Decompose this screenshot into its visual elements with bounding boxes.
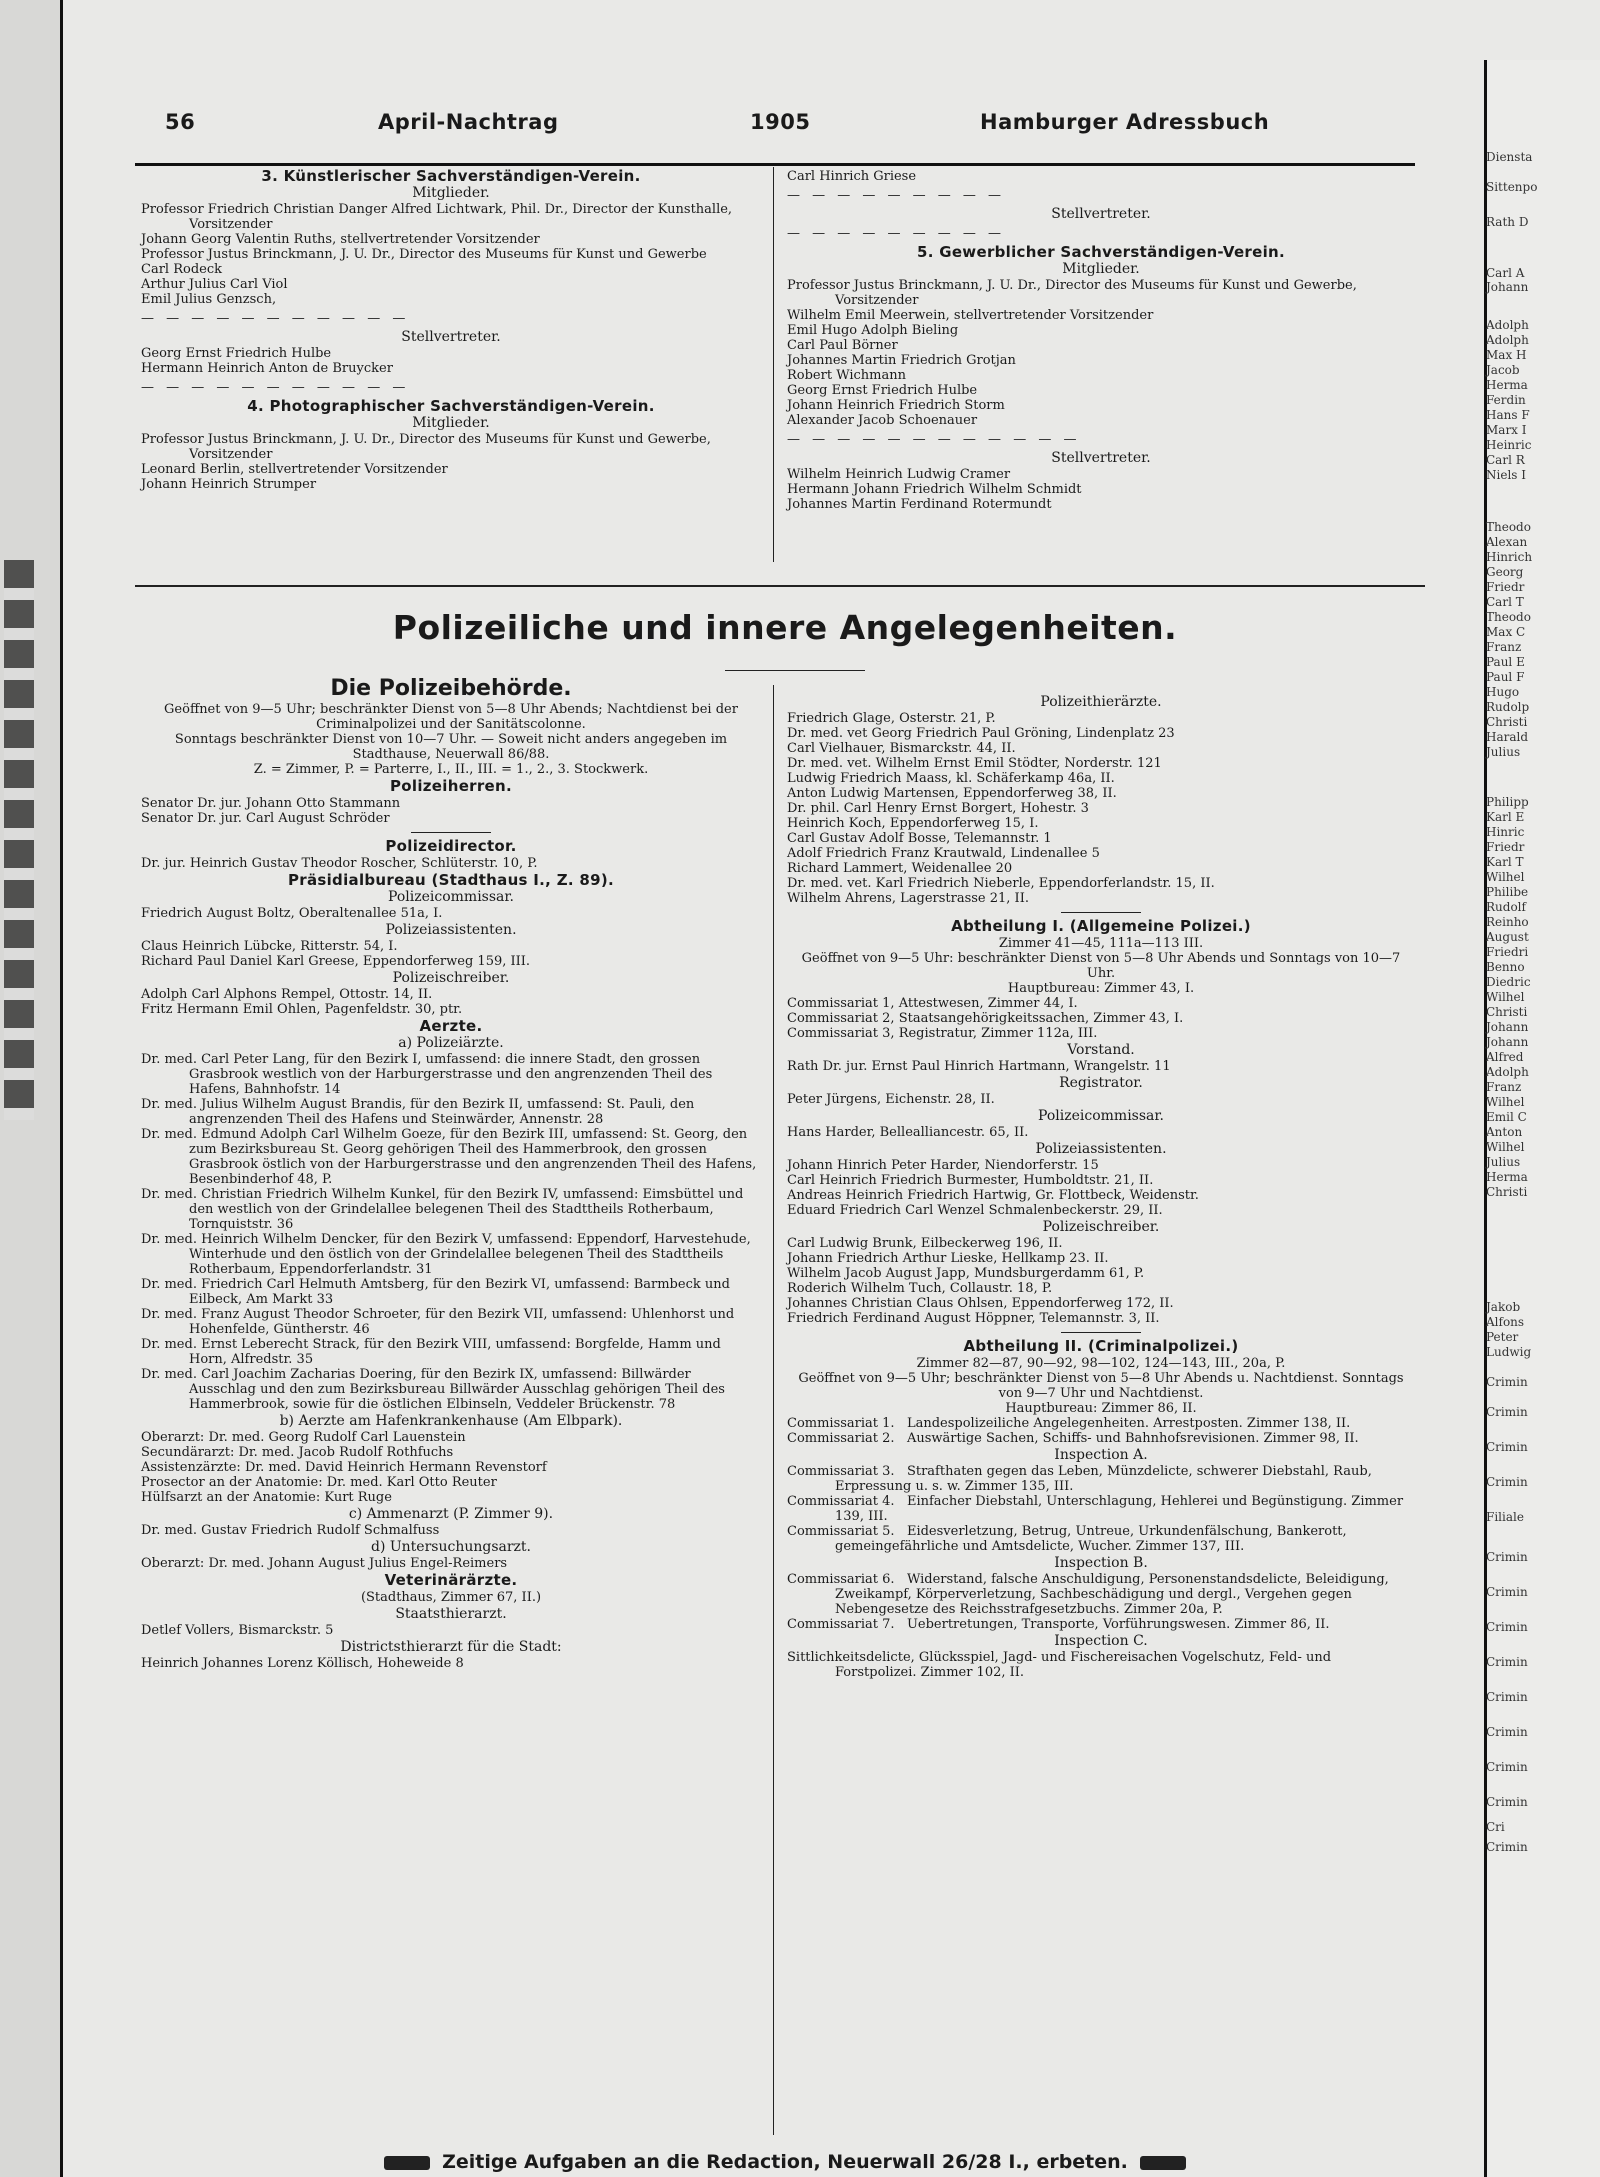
br-entry: Commissariat 6. Widerstand, falsche Anschuldigung, Personenstandsdelicte, Beleidigung, Zweikampf, Körperverletzung, Sachbeschädigung und dergl., Vergehen gegen Nebengesetze des Reichsstrafgesetzbuchs. Zimmer 20a, P. [787,1572,1393,1617]
top-right-column [787,169,1415,512]
br-entry: Rath Dr. jur. Ernst Paul Hinrich Hartmann, Wrangelstr. 11 [787,1059,1171,1074]
bl-note: Geöffnet von 9—5 Uhr; beschränkter Dienst von 5—8 Uhr Abends; Nachtdienst bei der Criminalpolizei und der Sanitätscolonne. [164,702,738,732]
right-margin-fragment: Christi [1486,1005,1528,1019]
br-note: Geöffnet von 9—5 Uhr; beschränkter Dienst von 5—8 Uhr Abends u. Nachtdienst. Sonntags von 9—7 Uhr und Nachtdienst. [798,1371,1404,1401]
br-entry: Commissariat 1. Landespolizeiliche Angelegenheiten. Arrestposten. Zimmer 138, II. [787,1416,1351,1431]
tr-entry: Johann Heinrich Friedrich Storm [787,398,1005,413]
br-entry: Friedrich Glage, Osterstr. 21, P. [787,711,996,726]
bl-entry: Senator Dr. jur. Carl August Schröder [141,811,390,826]
right-margin-fragment: Peter [1486,1330,1519,1344]
br-subheading: Registrator. [1059,1075,1143,1091]
br-subheading: Inspection B. [1054,1555,1148,1571]
right-margin-fragment: Georg [1486,565,1524,579]
right-margin-fragment: Heinric [1486,438,1532,452]
right-margin-fragment: Carl R [1486,453,1525,467]
tl-entry: Carl Rodeck [141,262,222,277]
bl-entry: Dr. med. Heinrich Wilhelm Dencker, für den Bezirk V, umfassend: Eppendorf, Harvestehude, Winterhude und den östlich von der Grindelallee belegenen Theil des Stadttheils Rotherbaum, Eppendorferlandstr. 31 [141,1232,755,1277]
right-margin-fragment: Paul F [1486,670,1525,684]
bl-entry: Dr. med. Gustav Friedrich Rudolf Schmalfuss [141,1523,440,1538]
bl-entry: Heinrich Johannes Lorenz Köllisch, Hoheweide 8 [141,1656,464,1671]
right-margin-fragment: Jacob [1486,363,1520,377]
right-margin-fragment: Crimin [1486,1375,1528,1389]
right-margin-fragment: Karl E [1486,810,1525,824]
tl-entry: Professor Justus Brinckmann, J. U. Dr., Director des Museums für Kunst und Gewerbe, Vorsitzender [141,432,715,462]
tr-subheading: Mitglieder. [1062,261,1140,277]
br-entry: Wilhelm Ahrens, Lagerstrasse 21, II. [787,891,1029,906]
right-margin-fragment: Niels I [1486,468,1526,482]
right-margin-fragment: Crimin [1486,1440,1528,1454]
right-margin-fragment: Alfred [1486,1050,1524,1064]
br-entry: Dr. med. vet Georg Friedrich Paul Gröning, Lindenplatz 23 [787,726,1175,741]
tr-subheading: Stellvertreter. [1051,206,1151,222]
bl-entry: Detlef Vollers, Bismarckstr. 5 [141,1623,334,1638]
bl-heading: Veterinärärzte. [384,1571,518,1589]
bl-note: Z. = Zimmer, P. = Parterre, I., II., III. = 1., 2., 3. Stockwerk. [253,762,649,777]
bl-subheading: b) Aerzte am Hafenkrankenhause (Am Elbpark). [279,1413,623,1429]
br-subheading: Polizeithierärzte. [1040,694,1162,710]
right-margin-fragment: Friedri [1486,945,1529,959]
page-number: 56 [165,110,196,134]
right-margin-fragment: Filiale [1486,1510,1524,1524]
br-entry: Eduard Friedrich Carl Wenzel Schmalenbeckerstr. 29, II. [787,1203,1163,1218]
right-margin-fragment: Max H [1486,348,1527,362]
right-margin-fragment: Crimin [1486,1620,1528,1634]
br-subheading: Inspection C. [1054,1633,1148,1649]
bl-subheading: a) Polizeiärzte. [398,1035,504,1051]
right-margin-fragment: Franz [1486,1080,1522,1094]
br-entry: Commissariat 4. Einfacher Diebstahl, Unterschlagung, Hehlerei und Begünstigung. Zimmer 139, III. [787,1494,1408,1524]
br-entry: Commissariat 2. Auswärtige Sachen, Schiffs- und Bahnhofsrevisionen. Zimmer 98, II. [787,1431,1359,1446]
bl-entry: Dr. med. Franz August Theodor Schroeter, für den Bezirk VII, umfassend: Uhlenhorst und Hohenfelde, Güntherstr. 46 [141,1307,739,1337]
bl-entry: Dr. med. Christian Friedrich Wilhelm Kunkel, für den Bezirk IV, umfassend: Eimsbüttel und den westlich von der Grindelallee belegenen Theil des Stadttheils Rotherbaum, Tornquiststr. 36 [141,1187,748,1232]
tr-entry: Johannes Martin Ferdinand Rotermundt [787,497,1052,512]
right-margin-fragment: Crimin [1486,1475,1528,1489]
bl-entry: Senator Dr. jur. Johann Otto Stammann [141,796,401,811]
br-subheading: Polizeiassistenten. [1035,1141,1167,1157]
right-margin-fragment: Adolph [1486,1065,1529,1079]
right-margin-fragment: Crimin [1486,1795,1528,1809]
right-margin-fragment: Philibe [1486,885,1529,899]
right-margin-fragment: Herma [1486,378,1528,392]
bl-entry: Hülfsarzt an der Anatomie: Kurt Ruge [141,1490,392,1505]
bl-entry: Dr. med. Julius Wilhelm August Brandis, für den Bezirk II, umfassend: St. Pauli, den angrenzenden Theil des Hafens und Steinwärder, Annenstr. 28 [141,1097,699,1127]
tl-entry: Johann Heinrich Strumper [141,477,317,492]
footer-notice [135,2151,1435,2173]
tr-heading: 5. Gewerblicher Sachverständigen-Verein. [916,243,1286,261]
br-entry: Dr. med. vet. Karl Friedrich Nieberle, Eppendorferlandstr. 15, II. [787,876,1215,891]
right-margin-fragment: Anton [1486,1125,1523,1139]
right-margin-fragment: Wilhel [1486,990,1525,1004]
tl-entry: Arthur Julius Carl Viol [141,277,288,292]
bl-entry: Friedrich August Boltz, Oberaltenallee 51a, I. [141,906,443,921]
br-note: Zimmer 41—45, 111a—113 III. [998,936,1204,951]
right-margin-fragment: Philipp [1486,795,1529,809]
right-margin-fragment: Emil C [1486,1110,1527,1124]
right-margin-fragment: Hugo [1486,685,1520,699]
bl-entry: Dr. med. Ernst Leberecht Strack, für den Bezirk VIII, umfassend: Borgfelde, Hamm und Horn, Alfredstr. 35 [141,1337,725,1367]
right-margin-fragment: Alfons [1486,1315,1525,1329]
right-margin-fragment: Johann [1486,1035,1529,1049]
br-entry: Wilhelm Jacob August Japp, Mundsburgerdamm 61, P. [787,1266,1145,1281]
right-margin-fragment: Karl T [1486,855,1524,869]
right-margin-fragment: Alexan [1486,535,1528,549]
running-header [135,107,1435,147]
right-margin-fragment: Adolph [1486,333,1529,347]
br-short-rule [1061,1332,1141,1333]
bl-heading: Aerzte. [419,1017,483,1035]
tr-entry: Hermann Johann Friedrich Wilhelm Schmidt [787,482,1082,497]
br-entry: Carl Ludwig Brunk, Eilbeckerweg 196, II. [787,1236,1063,1251]
right-margin-fragment: Jakob [1486,1300,1521,1314]
br-entry: Johann Hinrich Peter Harder, Niendorferstr. 15 [787,1158,1099,1173]
column-divider-bottom [773,685,774,2135]
br-entry: Commissariat 1, Attestwesen, Zimmer 44, I. [787,996,1078,1011]
tr-entry: Alexander Jacob Schoenauer [787,413,978,428]
br-entry: Andreas Heinrich Friedrich Hartwig, Gr. Flottbeck, Weidenstr. [787,1188,1199,1203]
br-entry: Richard Lammert, Weidenallee 20 [787,861,1013,876]
bl-entry: Dr. med. Friedrich Carl Helmuth Amtsberg, für den Bezirk VI, umfassend: Barmbeck und Eilbeck, Am Markt 33 [141,1277,735,1307]
br-entry: Carl Gustav Adolf Bosse, Telemannstr. 1 [787,831,1052,846]
pointing-hand-left-icon [384,2156,430,2170]
right-margin-fragment: Friedr [1486,840,1525,854]
scan-left-edge [0,0,63,2177]
br-heading: Abtheilung II. (Criminalpolizei.) [963,1337,1239,1355]
br-entry: Hans Harder, Bellealliancestr. 65, II. [787,1125,1029,1140]
right-margin-fragment: Theodo [1486,610,1531,624]
tl-heading: 3. Künstlerischer Sachverständigen-Verein. [261,167,641,185]
title-underline [725,670,865,671]
right-margin-fragment: Franz [1486,640,1522,654]
right-margin-fragment: Crimin [1486,1725,1528,1739]
right-margin-fragment: Hans F [1486,408,1530,422]
tl-entry: Hermann Heinrich Anton de Bruycker [141,361,393,376]
tl-entry: Emil Julius Genzsch, [141,292,277,307]
right-margin-fragment: Crimin [1486,1655,1528,1669]
right-margin-fragment: Harald [1486,730,1529,744]
right-margin-fragment: Max C [1486,625,1526,639]
right-margin-fragment: Sittenpo [1486,180,1538,194]
br-subheading: Polizeicommissar. [1038,1108,1164,1124]
bl-subheading: Staatsthierarzt. [395,1606,507,1622]
br-entry: Johann Friedrich Arthur Lieske, Hellkamp 23. II. [787,1251,1109,1266]
right-margin-fragment: Marx I [1486,423,1527,437]
br-entry: Peter Jürgens, Eichenstr. 28, II. [787,1092,995,1107]
tr-entry: Carl Hinrich Griese [787,169,917,184]
right-margin-fragment: Diedric [1486,975,1531,989]
tl-placeholder-dashes: — — — — — — — — — — — [141,311,410,326]
br-heading: Abtheilung I. (Allgemeine Polizei.) [951,917,1251,935]
br-entry: Johannes Christian Claus Ohlsen, Eppendorferweg 172, II. [787,1296,1174,1311]
br-entry: Sittlichkeitsdelicte, Glücksspiel, Jagd- und Fischereisachen Vogelschutz, Feld- und Forstpolizei. Zimmer 102, II. [787,1650,1336,1680]
right-margin-fragment: Ludwig [1486,1345,1532,1359]
right-margin-fragment: Carl T [1486,595,1524,609]
right-margin-fragment: Rudolf [1486,900,1526,914]
tr-placeholder-dashes: — — — — — — — — — [787,188,1006,203]
bl-note: Sonntags beschränkter Dienst von 10—7 Uhr. — Soweit nicht anders angegeben im Stadthause, Neuerwall 86/88. [174,732,728,762]
bl-entry: Dr. jur. Heinrich Gustav Theodor Roscher, Schlüterstr. 10, P. [141,856,538,871]
tr-entry: Wilhelm Heinrich Ludwig Cramer [787,467,1011,482]
bl-entry: Fritz Hermann Emil Ohlen, Pagenfeldstr. 30, ptr. [141,1002,463,1017]
right-margin-fragment: Crimin [1486,1405,1528,1419]
footer-text: Zeitige Aufgaben an die Redaction, Neuerwall 26/28 I., erbeten. [442,2151,1128,2173]
tl-entry: Professor Friedrich Christian Danger Alfred Lichtwark, Phil. Dr., Director der Kunsthalle, Vorsitzender [141,202,737,232]
tl-entry: Johann Georg Valentin Ruths, stellvertretender Vorsitzender [141,232,540,247]
right-margin-fragment: Crimin [1486,1550,1528,1564]
tl-heading: 4. Photographischer Sachverständigen-Verein. [247,397,655,415]
tl-placeholder-dashes: — — — — — — — — — — — [141,380,410,395]
tr-entry: Emil Hugo Adolph Bieling [787,323,959,338]
bl-entry: Dr. med. Carl Peter Lang, für den Bezirk I, umfassend: die innere Stadt, den grossen Grasbrook westlich von der Harburgerstrasse und den angrenzenden Theil des Hafens, Bahnhofstr. 14 [141,1052,717,1097]
br-entry: Commissariat 2, Staatsangehörigkeitssachen, Zimmer 43, I. [787,1011,1184,1026]
right-margin-fragment: Wilhel [1486,870,1525,884]
bl-subheading: Polizeischreiber. [392,970,510,986]
br-note: Zimmer 82—87, 90—92, 98—102, 124—143, III., 20a, P. [916,1356,1286,1371]
header-right: Hamburger Adressbuch [980,110,1270,134]
br-entry: Carl Vielhauer, Bismarckstr. 44, II. [787,741,1016,756]
bl-entry: Adolph Carl Alphons Rempel, Ottostr. 14, II. [141,987,433,1002]
right-margin-fragment: Crimin [1486,1690,1528,1704]
right-margin-fragment: Hinric [1486,825,1525,839]
bl-subheading: Polizeicommissar. [388,889,514,905]
right-margin-fragment: Julius [1486,745,1521,759]
br-subheading: Inspection A. [1054,1447,1148,1463]
tr-subheading: Stellvertreter. [1051,450,1151,466]
bl-entry: Assistenzärzte: Dr. med. David Heinrich Hermann Revenstorf [141,1460,547,1475]
right-margin-fragment: Johann [1486,280,1529,294]
right-margin-fragment: Christi [1486,1185,1528,1199]
right-margin-fragment: Cri [1486,1820,1505,1834]
section-divider [135,585,1425,587]
header-left: April-Nachtrag [378,110,559,134]
br-entry: Dr. phil. Carl Henry Ernst Borgert, Hohestr. 3 [787,801,1089,816]
tr-entry: Wilhelm Emil Meerwein, stellvertretender Vorsitzender [787,308,1154,323]
br-subheading: Vorstand. [1067,1042,1135,1058]
right-margin-fragment: Paul E [1486,655,1525,669]
br-entry: Adolf Friedrich Franz Krautwald, Lindenallee 5 [787,846,1100,861]
br-note: Geöffnet von 9—5 Uhr: beschränkter Dienst von 5—8 Uhr Abends und Sonntags von 10—7 Uhr. [801,951,1401,981]
right-margin-fragment: Christi [1486,715,1528,729]
br-entry: Commissariat 7. Uebertretungen, Transporte, Vorführungswesen. Zimmer 86, II. [787,1617,1330,1632]
br-entry: Anton Ludwig Martensen, Eppendorferweg 38, II. [787,786,1117,801]
spine-stamp [4,560,34,1120]
right-margin-fragment: Hinrich [1486,550,1533,564]
tr-entry: Carl Paul Börner [787,338,898,353]
bottom-left-column [141,677,761,1671]
br-entry: Carl Heinrich Friedrich Burmester, Humboldtstr. 21, II. [787,1173,1154,1188]
br-entry: Roderich Wilhelm Tuch, Collaustr. 18, P. [787,1281,1053,1296]
tr-placeholder-dashes: — — — — — — — — — [787,226,1006,241]
right-margin-fragment: Adolph [1486,318,1529,332]
bl-subheading: d) Untersuchungsarzt. [370,1539,532,1555]
tl-entry: Professor Justus Brinckmann, J. U. Dr., Director des Museums für Kunst und Gewerbe [141,247,707,262]
bl-entry: Prosector an der Anatomie: Dr. med. Karl Otto Reuter [141,1475,497,1490]
right-margin-fragment: August [1486,930,1529,944]
right-margin-fragment: Friedr [1486,580,1525,594]
right-margin-fragment: Herma [1486,1170,1528,1184]
br-subheading: Polizeischreiber. [1042,1219,1160,1235]
bl-entry: Dr. med. Carl Joachim Zacharias Doering, für den Bezirk IX, umfassend: Billwärder Ausschlag und den zum Bezirksbureau Billwärder Ausschlag gehörigen Theil des Hammerbrook, sowie für die östlichen Elbinseln, Veddeler Brückenstr. 78 [141,1367,730,1412]
right-margin-fragment: Rudolp [1486,700,1530,714]
right-margin-fragment: Crimin [1486,1585,1528,1599]
br-entry: Commissariat 5. Eidesverletzung, Betrug, Untreue, Urkundenfälschung, Bankerott, gemeingefährliche und Amtsdelicte, Wucher. Zimmer 137, III. [787,1524,1351,1554]
header-year: 1905 [750,110,811,134]
bl-entry: Oberarzt: Dr. med. Johann August Julius Engel-Reimers [141,1556,508,1571]
top-left-column [141,167,761,492]
right-margin-fragment: Johann [1486,1020,1529,1034]
right-margin-fragment: Reinho [1486,915,1529,929]
right-margin-fragment: Wilhel [1486,1140,1525,1154]
header-rule [135,163,1415,166]
tl-subheading: Mitglieder. [412,415,490,431]
br-entry: Commissariat 3. Strafthaten gegen das Leben, Münzdelicte, schwerer Diebstahl, Raub, Erpressung u. s. w. Zimmer 135, III. [787,1464,1376,1494]
bl-short-rule [411,832,491,833]
tl-entry: Leonard Berlin, stellvertretender Vorsitzender [141,462,448,477]
right-margin-fragment: Rath D [1486,215,1529,229]
br-short-rule [1061,912,1141,913]
bl-entry: Oberarzt: Dr. med. Georg Rudolf Carl Lauenstein [141,1430,466,1445]
right-margin-fragment: Diensta [1486,150,1533,164]
tr-placeholder-dashes: — — — — — — — — — — — — [787,432,1081,447]
bottom-right-column [787,693,1415,1680]
br-entry: Friedrich Ferdinand August Höppner, Telemannstr. 3, II. [787,1311,1160,1326]
tl-subheading: Stellvertreter. [401,329,501,345]
right-margin-fragment: Crimin [1486,1840,1528,1854]
br-note: Hauptbureau: Zimmer 86, II. [1005,1401,1197,1416]
right-margin-fragment: Ferdin [1486,393,1526,407]
br-entry: Heinrich Koch, Eppendorferweg 15, I. [787,816,1039,831]
tr-entry: Professor Justus Brinckmann, J. U. Dr., Director des Museums für Kunst und Gewerbe, Vorsitzender [787,278,1361,308]
tl-entry: Georg Ernst Friedrich Hulbe [141,346,332,361]
column-divider-top [773,167,774,562]
right-margin-fragment: Crimin [1486,1760,1528,1774]
bl-heading: Polizeidirector. [385,837,517,855]
main-title: Polizeiliche und innere Angelegenheiten. [392,608,1178,647]
bl-note: (Stadthaus, Zimmer 67, II.) [360,1590,542,1605]
bl-heading: Polizeiherren. [389,777,513,795]
tl-subheading: Mitglieder. [412,185,490,201]
br-entry: Dr. med. vet. Wilhelm Ernst Emil Stödter, Norderstr. 121 [787,756,1162,771]
bl-entry: Secundärarzt: Dr. med. Jacob Rudolf Rothfuchs [141,1445,454,1460]
right-margin-fragment: Benno [1486,960,1525,974]
right-margin-fragment: Julius [1486,1155,1521,1169]
right-margin-fragment: Theodo [1486,520,1531,534]
right-margin-fragment: Carl A [1486,266,1525,280]
right-margin-fragment: Wilhel [1486,1095,1525,1109]
bl-heading: Präsidialbureau (Stadthaus I., Z. 89). [287,871,615,889]
bl-entry: Claus Heinrich Lübcke, Ritterstr. 54, I. [141,939,398,954]
br-entry: Commissariat 3, Registratur, Zimmer 112a, III. [787,1026,1098,1041]
tr-entry: Robert Wichmann [787,368,906,383]
document-page [135,95,1435,2173]
tr-entry: Johannes Martin Friedrich Grotjan [787,353,1016,368]
tr-entry: Georg Ernst Friedrich Hulbe [787,383,978,398]
bl-subheading: Districtsthierarzt für die Stadt: [340,1639,562,1655]
br-entry: Ludwig Friedrich Maass, kl. Schäferkamp 46a, II. [787,771,1115,786]
br-note: Hauptbureau: Zimmer 43, I. [1007,981,1195,996]
bl-subheading: c) Ammenarzt (P. Zimmer 9). [348,1506,554,1522]
bl-entry: Dr. med. Edmund Adolph Carl Wilhelm Goeze, für den Bezirk III, umfassend: St. Georg, den zum Bezirksbureau St. Georg gehörigen Theil des Hammerbrook, den grossen Grasbrook östlich von der Harburgerstrasse und den angrenzenden Theil des Hafens, Besenbinderhof 48, P. [141,1127,761,1187]
bl-subheading: Polizeiassistenten. [385,922,517,938]
bl-section-title: Die Polizeibehörde. [330,676,572,701]
bl-entry: Richard Paul Daniel Karl Greese, Eppendorferweg 159, III. [141,954,531,969]
pointing-hand-right-icon [1140,2156,1186,2170]
